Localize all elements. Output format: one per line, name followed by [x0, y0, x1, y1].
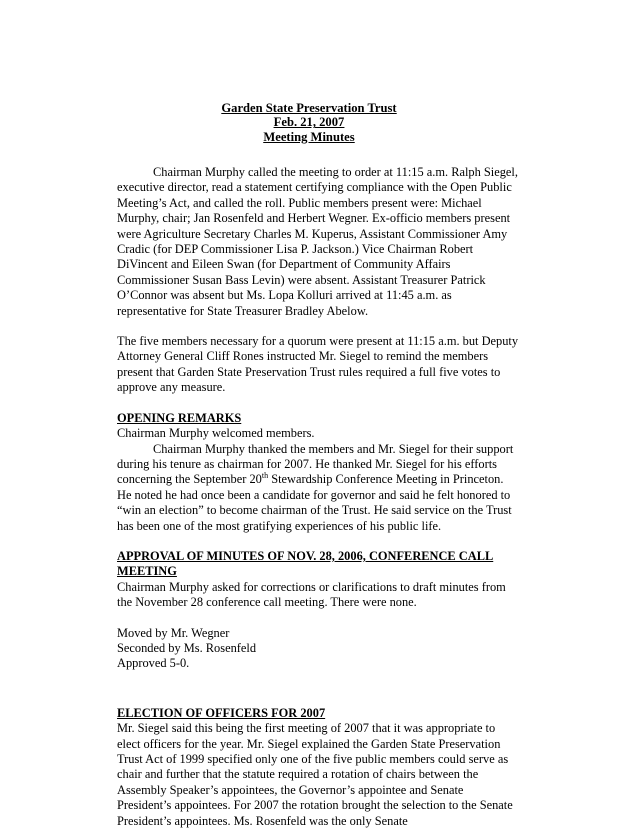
opening-text-part1: Chairman Murphy thanked the members and Mr. Siegel for their support during his tenure as chairman for 2007. He thanked Mr. Siegel for his efforts concerning the September 20 [117, 441, 514, 487]
meeting-date: Feb. 21, 2007 [273, 115, 345, 130]
ordinal-superscript: th [261, 471, 269, 481]
opening-remarks-paragraph [117, 442, 520, 534]
election-paragraph: Mr. Siegel said this being the first meeting of 2007 that it was appropriate to elect officers for the year. Mr. Siegel explained the Garden State Preservation Trust Act of 1999 specified only one of the five public members could serve as chair and further that the statute required a rotation of chairs between the Assembly Speaker’s appointees, the Governor’s appointee and Senate President’s appointees. For 2007 the rotation brought the selection to the Senate President’s appointees. Ms. Rosenfeld was the only Senate [117, 721, 513, 828]
motion-seconded-by: Seconded by Ms. Rosenfeld [117, 640, 257, 655]
document-body [117, 165, 520, 829]
quorum-paragraph: The five members necessary for a quorum were present at 11:15 a.m. but Deputy Attorney General Cliff Rones instructed Mr. Siegel to remind the members present that Garden State Preservation Trust rules required a full five votes to approve any measure. [117, 334, 519, 395]
section-heading-election-of-officers: ELECTION OF OFFICERS FOR 2007 [117, 705, 326, 720]
document-title: Meeting Minutes [263, 129, 355, 144]
approval-paragraph: Chairman Murphy asked for corrections or clarifications to draft minutes from the November 28 conference call meeting. There were none. [117, 579, 506, 610]
motion-result: Approved 5-0. [117, 656, 190, 671]
motion-moved-by: Moved by Mr. Wegner [117, 625, 230, 640]
document-header [0, 101, 618, 144]
opening-welcome-line: Chairman Murphy welcomed members. [117, 426, 315, 441]
section-heading-approval-of-minutes: APPROVAL OF MINUTES OF NOV. 28, 2006, CONFERENCE CALL MEETING [117, 548, 494, 579]
section-heading-opening-remarks: OPENING REMARKS [117, 410, 242, 425]
organization-title: Garden State Preservation Trust [221, 101, 397, 115]
intro-paragraph: Chairman Murphy called the meeting to order at 11:15 a.m. Ralph Siegel, executive director, read a statement certifying compliance with the Open Public Meeting’s Act, and called the roll. Public members present were: Michael Murphy, chair; Jan Rosenfeld and Herbert Wegner. Ex-officio members present were Agriculture Secretary Charles M. Kuperus, Assistant Commissioner Amy Cradic (for DEP Commissioner Lisa P. Jackson.) Vice Chairman Robert DiVincent and Eileen Swan (for Department of Community Affairs Commissioner Susan Bass Levin) were absent. Assistant Treasurer Patrick O’Connor was absent but Ms. Lopa Kolluri arrived at 11:45 a.m. as representative for State Treasurer Bradley Abelow. [117, 165, 518, 318]
opening-text-part2: Stewardship Conference Meeting in Princeton. He noted he had once been a candidate for governor and said he felt honored to “win an election” to become chairman of the Trust. He said service on the Trust has been one of the most gratifying experiences of his public life. [117, 472, 512, 533]
